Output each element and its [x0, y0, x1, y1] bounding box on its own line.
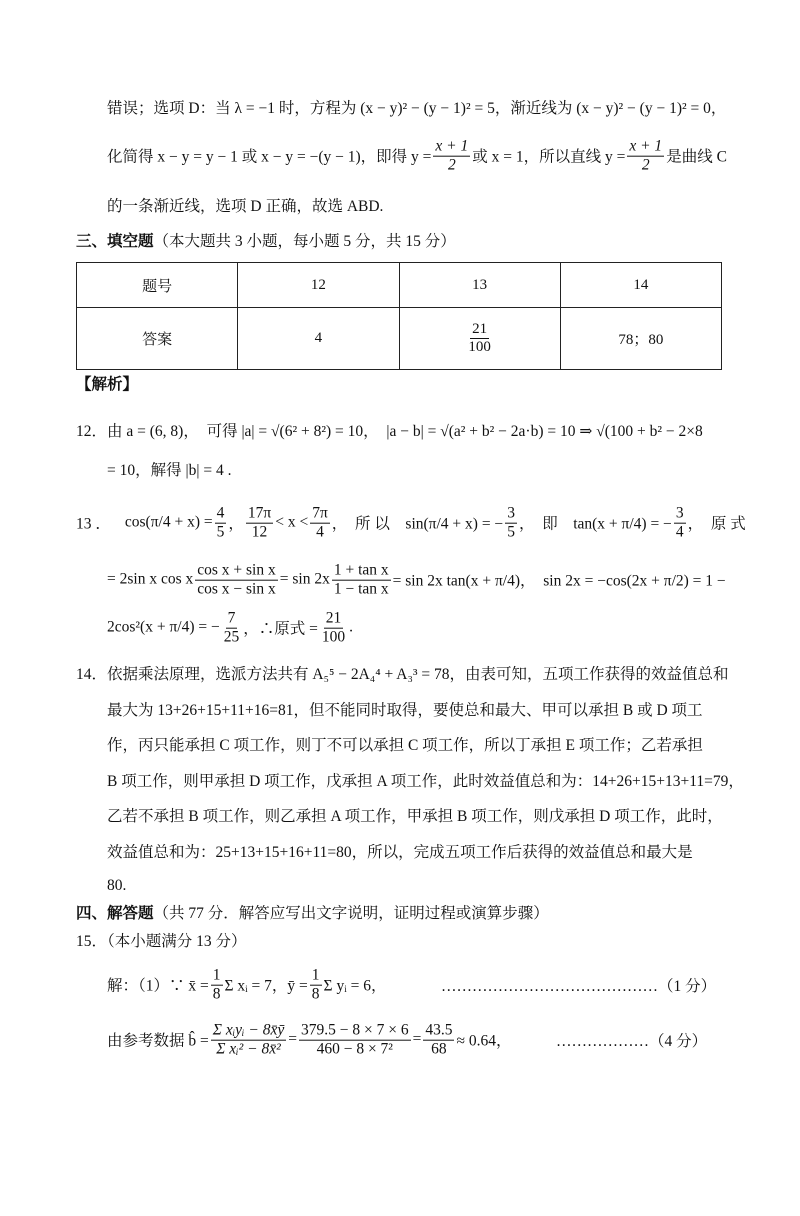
intro-line-3: 的一条渐近线，选项 D 正确，故选 ABD. [107, 198, 384, 215]
cell: 14 [560, 263, 721, 308]
score-dots: ……………………………………（1 分） [441, 978, 717, 995]
text: 或 x = 1，所以直线 y = [472, 149, 626, 166]
q13-line-1: 13 ． cos(π/4 + x) = $\frac{4}{5}$ ， 17π 12 < x < 7π 4 ， 所 以 sin(π/4 + x) = − $\frac{3}{5}$ ， 即 tan(x + π/4) = − $\frac{3}{4}$ ， 原 式 [76, 504, 746, 541]
q14-line: 80. [107, 877, 127, 894]
q13-line-3: 2cos²(x + π/4) = − $\frac{7}{25}$ ，∴原式 = $\frac{21}{100}$ . [107, 609, 353, 646]
fraction: $\frac{x + 1}{2}$ [629, 137, 663, 174]
answer-table [76, 262, 722, 370]
q12-line-1: 12．由 a = (6, 8)， 可得 |a| = √(6² + 8²) = 10， |a − b| = √(a² + b² − 2a·b) = 10 ⇒ √(100 + b² − 2×8 [76, 423, 703, 440]
note: （本大题共 3 小题，每小题 5 分，共 15 分） [153, 233, 456, 250]
heading: 三、填空题 [76, 233, 154, 250]
cell: 4 [238, 308, 399, 370]
intro-line-1: 错误；选项 D：当 λ = −1 时，方程为 (x − y)² − (y − 1)² = 5，渐近线为 (x − y)² − (y − 1)² = 0， [107, 100, 727, 117]
cell: 13 [399, 263, 560, 308]
q14-line: 14．依据乘法原理，选派方法共有 A₅⁵ − 2A₄⁴ + A₃³ = 78，由表可知，五项工作获得的效益值总和 [76, 666, 729, 683]
q14-line: 乙若不承担 B 项工作，则乙承担 A 项工作，甲承担 B 项工作，则戊承担 D 项工作，此时， [107, 808, 723, 825]
q13-line-2: = 2sin x cos x $\frac{\text{cos x + sin x}}{\text{cos x − sin x}}$ = sin 2x $\frac{\text{1 + tan x}}{\text{1 − tan x}}$ = sin 2x tan(x + π/4)， sin 2x = −cos(2x + π/2) = 1 − [107, 561, 726, 598]
table-row [77, 308, 722, 370]
section-3-heading [76, 229, 456, 251]
cell: 12 [238, 263, 399, 308]
section-4-heading: 四、解答题 （共 77 分．解答应写出文字说明，证明过程或演算步骤） [76, 905, 549, 922]
q14-line: B 项工作，则甲承担 D 项工作，戊承担 A 项工作，此时效益值总和为：14+26+15+13+11=79， [107, 773, 744, 790]
table-header-row [77, 263, 722, 308]
cell: $\frac{21}{100}$ [399, 308, 560, 370]
cell: 题号 [77, 263, 238, 308]
q15-solution-2: 由参考数据 b̂ = Σ xᵢyᵢ − 8x̄ȳ Σ xᵢ² − 8x̄² = $\frac{379.5 - 8 \times 7 \times 6}{\text{460 − 8 × 7²}}$ = $\frac{43.5}{68}$ ≈ 0.64， [107, 1021, 512, 1058]
q14-line: 作，丙只能承担 C 项工作，则丁不可以承担 C 项工作，所以丁承担 E 项工作；乙若承担 [107, 737, 703, 754]
text: 是曲线 C [666, 149, 727, 166]
q12-line-2: = 10，解得 |b| = 4 . [107, 462, 232, 479]
score-dots: ………………（4 分） [556, 1033, 708, 1050]
q15-title: 15．（本小题满分 13 分） [76, 933, 247, 950]
intro-line-2 [107, 138, 727, 175]
analysis-label: 【解析】 [76, 376, 139, 393]
q15-solution-1: 解：（1）∵ x̄ = $\frac{1}{8}$ Σ xᵢ = 7，ȳ = $\frac{1}{8}$ Σ yᵢ = 6， [107, 966, 387, 1003]
cell: 78；80 [560, 308, 721, 370]
q14-line: 最大为 13+26+15+11+16=81，但不能同时取得，要使总和最大、甲可以承担 B 或 D 项工 [107, 702, 703, 719]
q14-line: 效益值总和为：25+13+15+16+11=80，所以，完成五项工作后获得的效益值总和最大是 [107, 844, 693, 861]
text: 化简得 x − y = y − 1 或 x − y = −(y − 1)，即得 y = [107, 149, 432, 166]
fraction: $\frac{x + 1}{2}$ [435, 137, 469, 174]
cell: 答案 [77, 308, 238, 370]
